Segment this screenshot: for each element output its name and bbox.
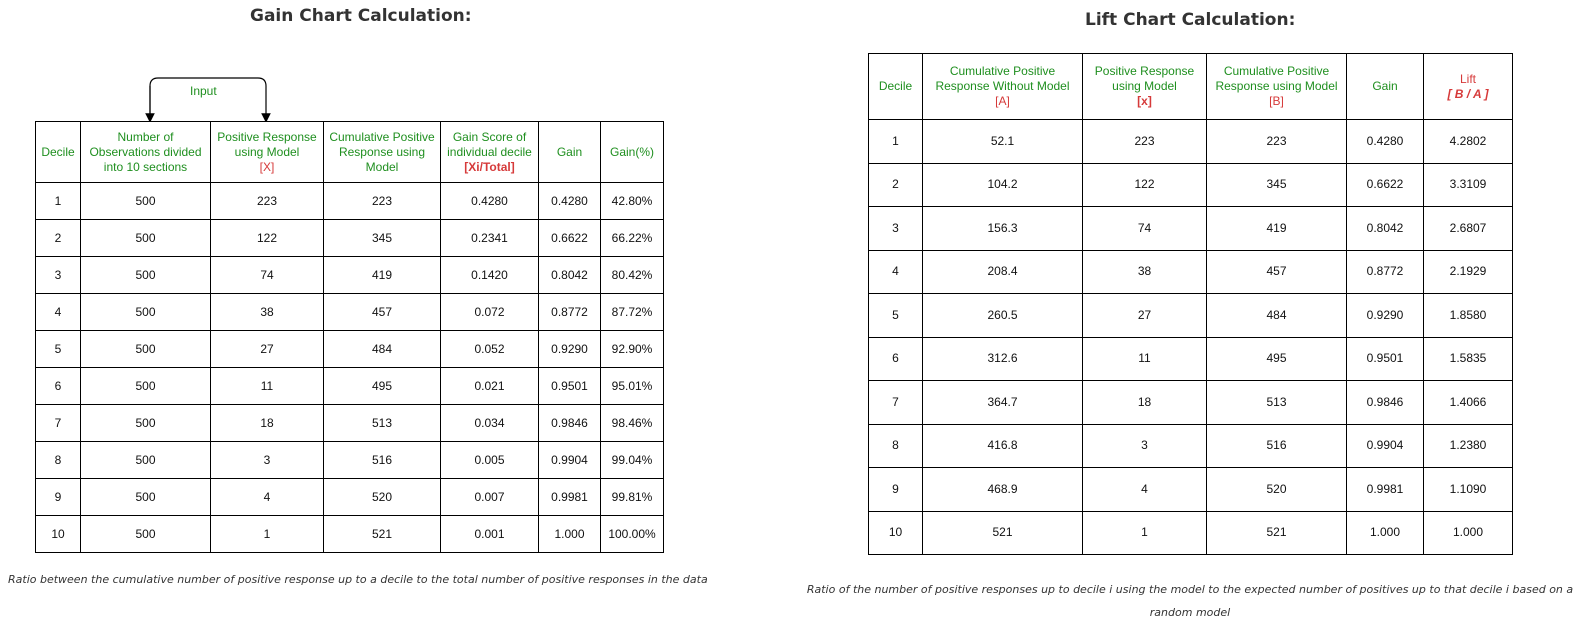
lift-table: [868, 53, 1513, 555]
cell-decile: 9: [36, 479, 81, 516]
cell-without: 364.7: [923, 381, 1083, 425]
cell-decile: 2: [869, 163, 923, 207]
cell-cum: 419: [324, 257, 441, 294]
cell-gain: 0.9290: [1347, 294, 1424, 338]
header-lift-label: Lift: [1459, 71, 1476, 86]
header-gain-score: [441, 122, 539, 183]
header-positive-label: Positive Response using Model: [1094, 64, 1195, 93]
header-gain-score-label: Gain Score of individual decile: [447, 129, 532, 159]
cell-decile: 1: [869, 120, 923, 164]
cell-obs: 500: [81, 257, 211, 294]
cell-decile: 4: [869, 250, 923, 294]
header-observations: Number of Observations divided into 10 sections: [81, 122, 211, 183]
table-row: [869, 424, 1513, 468]
header-decile: Decile: [869, 54, 923, 120]
header-positive-mark: [x]: [1137, 94, 1152, 108]
cell-cum: 484: [324, 331, 441, 368]
cell-pos: 74: [211, 257, 324, 294]
cell-gain: 0.4280: [539, 183, 601, 220]
cell-decile: 8: [36, 442, 81, 479]
cell-cum: 520: [1207, 468, 1347, 512]
header-cumulative: [1207, 54, 1347, 120]
cell-gain: 0.6622: [1347, 163, 1424, 207]
cell-pct: 95.01%: [601, 368, 664, 405]
cell-gain: 0.9501: [1347, 337, 1424, 381]
cell-score: 0.072: [441, 294, 539, 331]
cell-lift: 1.5835: [1424, 337, 1513, 381]
header-positive-response: [211, 122, 324, 183]
cell-decile: 9: [869, 468, 923, 512]
cell-cum: 516: [1207, 424, 1347, 468]
cell-gain: 0.9290: [539, 331, 601, 368]
cell-lift: 2.6807: [1424, 207, 1513, 251]
table-row: [869, 337, 1513, 381]
table-row: [36, 516, 664, 553]
cell-score: 0.2341: [441, 220, 539, 257]
header-lift: [1424, 54, 1513, 120]
cell-cum: 520: [324, 479, 441, 516]
cell-without: 416.8: [923, 424, 1083, 468]
cell-pos: 27: [211, 331, 324, 368]
cell-cum: 419: [1207, 207, 1347, 251]
cell-decile: 4: [36, 294, 81, 331]
cell-pos: 38: [1083, 250, 1207, 294]
table-row: [869, 381, 1513, 425]
cell-cum: 457: [1207, 250, 1347, 294]
cell-pos: 122: [1083, 163, 1207, 207]
table-row: [869, 468, 1513, 512]
header-positive-label: Positive Response using Model: [217, 129, 317, 159]
cell-decile: 8: [869, 424, 923, 468]
header-gain: Gain: [539, 122, 601, 183]
header-cumulative-mark: [B]: [1269, 94, 1284, 108]
lift-header-row: [869, 54, 1513, 120]
cell-obs: 500: [81, 442, 211, 479]
cell-gain: 0.8042: [1347, 207, 1424, 251]
cell-without: 156.3: [923, 207, 1083, 251]
cell-cum: 513: [1207, 381, 1347, 425]
cell-gain: 0.8772: [1347, 250, 1424, 294]
cell-decile: 5: [36, 331, 81, 368]
table-row: [36, 442, 664, 479]
cell-score: 0.007: [441, 479, 539, 516]
header-lift-mark: [ B / A ]: [1447, 86, 1489, 101]
cell-gain: 0.9846: [1347, 381, 1424, 425]
cell-obs: 500: [81, 220, 211, 257]
cell-pos: 223: [1083, 120, 1207, 164]
cell-gain: 0.6622: [539, 220, 601, 257]
cell-pct: 80.42%: [601, 257, 664, 294]
cell-lift: 1.1090: [1424, 468, 1513, 512]
table-row: [36, 183, 664, 220]
cell-decile: 2: [36, 220, 81, 257]
cell-decile: 6: [36, 368, 81, 405]
cell-pct: 99.81%: [601, 479, 664, 516]
cell-cum: 521: [1207, 511, 1347, 555]
cell-pct: 66.22%: [601, 220, 664, 257]
lift-chart-title: Lift Chart Calculation:: [1085, 10, 1296, 30]
header-cumulative-label: Cumulative Positive Response using Model: [1215, 64, 1338, 93]
cell-pos: 1: [1083, 511, 1207, 555]
cell-cum: 495: [1207, 337, 1347, 381]
cell-score: 0.052: [441, 331, 539, 368]
cell-cum: 521: [324, 516, 441, 553]
cell-obs: 500: [81, 368, 211, 405]
cell-cum: 345: [324, 220, 441, 257]
cell-decile: 1: [36, 183, 81, 220]
cell-pos: 122: [211, 220, 324, 257]
table-row: [36, 257, 664, 294]
header-without-label: Cumulative Positive Response Without Model: [935, 64, 1070, 93]
cell-cum: 484: [1207, 294, 1347, 338]
cell-pos: 4: [211, 479, 324, 516]
cell-obs: 500: [81, 331, 211, 368]
table-row: [869, 207, 1513, 251]
cell-pos: 3: [211, 442, 324, 479]
cell-gain: 0.9981: [1347, 468, 1424, 512]
cell-cum: 345: [1207, 163, 1347, 207]
cell-without: 260.5: [923, 294, 1083, 338]
cell-pct: 98.46%: [601, 405, 664, 442]
cell-pos: 18: [211, 405, 324, 442]
cell-score: 0.034: [441, 405, 539, 442]
table-row: [869, 163, 1513, 207]
cell-pct: 87.72%: [601, 294, 664, 331]
header-decile: Decile: [36, 122, 81, 183]
header-without-mark: [A]: [995, 94, 1010, 108]
cell-score: 0.4280: [441, 183, 539, 220]
cell-decile: 3: [36, 257, 81, 294]
cell-decile: 6: [869, 337, 923, 381]
cell-without: 208.4: [923, 250, 1083, 294]
cell-lift: 4.2802: [1424, 120, 1513, 164]
cell-pos: 1: [211, 516, 324, 553]
table-row: [869, 120, 1513, 164]
cell-decile: 10: [36, 516, 81, 553]
cell-gain: 0.9904: [539, 442, 601, 479]
cell-pos: 11: [211, 368, 324, 405]
cell-without: 521: [923, 511, 1083, 555]
cell-pct: 100.00%: [601, 516, 664, 553]
table-row: [869, 250, 1513, 294]
cell-cum: 516: [324, 442, 441, 479]
cell-pct: 42.80%: [601, 183, 664, 220]
cell-pct: 99.04%: [601, 442, 664, 479]
cell-pos: 11: [1083, 337, 1207, 381]
cell-lift: 1.8580: [1424, 294, 1513, 338]
header-positive-response: [1083, 54, 1207, 120]
gain-header-row: [36, 122, 664, 183]
cell-score: 0.1420: [441, 257, 539, 294]
cell-pos: 74: [1083, 207, 1207, 251]
header-gain-pct: Gain(%): [601, 122, 664, 183]
cell-pos: 3: [1083, 424, 1207, 468]
gain-chart-title: Gain Chart Calculation:: [250, 6, 472, 26]
cell-decile: 5: [869, 294, 923, 338]
table-row: [36, 220, 664, 257]
cell-gain: 0.9981: [539, 479, 601, 516]
gain-table: [35, 121, 664, 553]
cell-decile: 3: [869, 207, 923, 251]
cell-lift: 1.000: [1424, 511, 1513, 555]
cell-pos: 27: [1083, 294, 1207, 338]
cell-cum: 223: [324, 183, 441, 220]
cell-without: 104.2: [923, 163, 1083, 207]
table-row: [869, 511, 1513, 555]
cell-score: 0.021: [441, 368, 539, 405]
input-label: Input: [190, 84, 217, 98]
cell-cum: 513: [324, 405, 441, 442]
cell-score: 0.001: [441, 516, 539, 553]
header-positive-mark: [X]: [259, 159, 275, 174]
cell-lift: 3.3109: [1424, 163, 1513, 207]
table-row: [36, 294, 664, 331]
cell-decile: 7: [869, 381, 923, 425]
cell-pos: 223: [211, 183, 324, 220]
cell-score: 0.005: [441, 442, 539, 479]
cell-cum: 495: [324, 368, 441, 405]
input-arrow-icon: [140, 74, 280, 122]
header-without-model: [923, 54, 1083, 120]
cell-pct: 92.90%: [601, 331, 664, 368]
cell-gain: 0.8772: [539, 294, 601, 331]
cell-pos: 18: [1083, 381, 1207, 425]
cell-lift: 1.2380: [1424, 424, 1513, 468]
header-cumulative: Cumulative Positive Response using Model: [324, 122, 441, 183]
table-row: [36, 405, 664, 442]
cell-gain: 0.9846: [539, 405, 601, 442]
cell-obs: 500: [81, 479, 211, 516]
cell-without: 312.6: [923, 337, 1083, 381]
header-gain: Gain: [1347, 54, 1424, 120]
cell-without: 468.9: [923, 468, 1083, 512]
cell-obs: 500: [81, 183, 211, 220]
cell-gain: 1.000: [539, 516, 601, 553]
cell-gain: 0.9904: [1347, 424, 1424, 468]
cell-cum: 223: [1207, 120, 1347, 164]
cell-gain: 0.8042: [539, 257, 601, 294]
cell-lift: 1.4066: [1424, 381, 1513, 425]
cell-decile: 10: [869, 511, 923, 555]
cell-obs: 500: [81, 405, 211, 442]
cell-pos: 4: [1083, 468, 1207, 512]
table-row: [869, 294, 1513, 338]
cell-lift: 2.1929: [1424, 250, 1513, 294]
cell-gain: 0.4280: [1347, 120, 1424, 164]
cell-gain: 1.000: [1347, 511, 1424, 555]
table-row: [36, 368, 664, 405]
lift-caption: Ratio of the number of positive responses up to decile i using the model to the expected number of positives up to that decile i based on a random model: [806, 583, 1574, 619]
cell-decile: 7: [36, 405, 81, 442]
cell-cum: 457: [324, 294, 441, 331]
table-row: [36, 331, 664, 368]
gain-caption: Ratio between the cumulative number of positive response up to a decile to the total number of positive responses in the data: [8, 573, 708, 586]
cell-without: 52.1: [923, 120, 1083, 164]
cell-obs: 500: [81, 294, 211, 331]
header-gain-score-mark: [Xi/Total]: [464, 159, 515, 174]
cell-pos: 38: [211, 294, 324, 331]
table-row: [36, 479, 664, 516]
cell-obs: 500: [81, 516, 211, 553]
cell-gain: 0.9501: [539, 368, 601, 405]
